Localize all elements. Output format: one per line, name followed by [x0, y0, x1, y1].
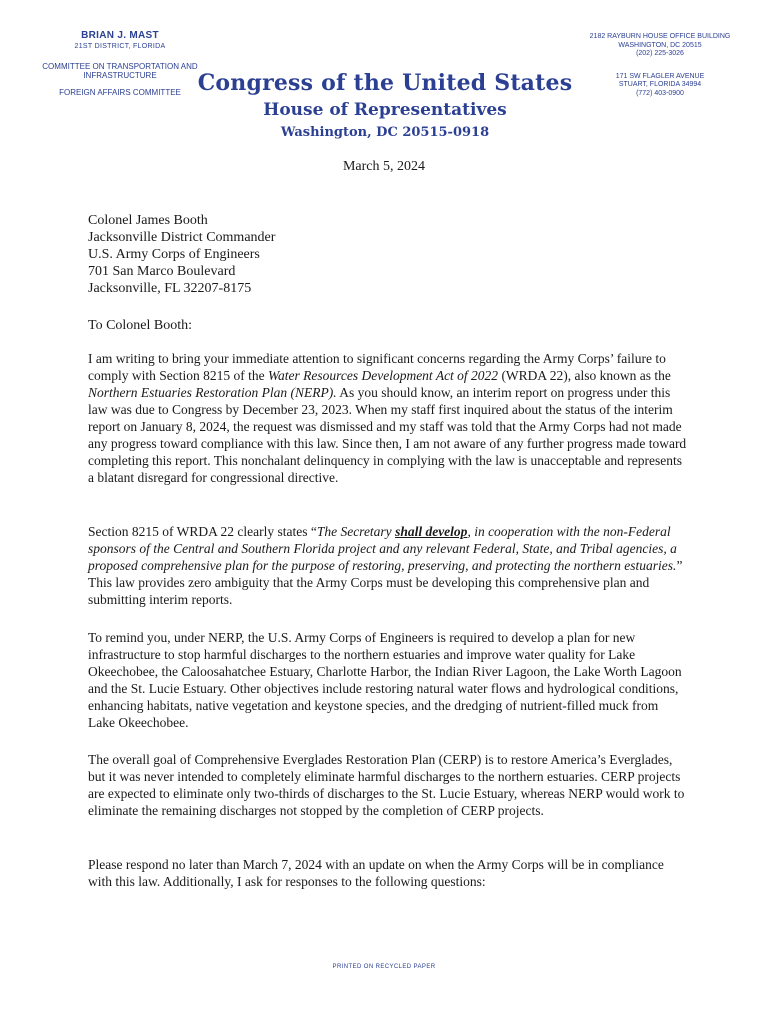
dc-office-phone: (202) 225-3026 — [636, 50, 684, 57]
committee-transportation: COMMITTEE ON TRANSPORTATION AND INFRASTRUCTURE — [42, 62, 198, 80]
p1-act-name: Water Resources Development Act of 2022 — [267, 368, 499, 383]
p2-quote-rest: , in cooperation with the non-Federal sponsors of the Central and Southern Florida project and any relevant Federal, State, and Tribal agencies, a proposed comprehensive plan for the purpose of restoring, preserving, and protecting the northern estuaries. — [88, 524, 677, 573]
paragraph-2 — [88, 523, 688, 608]
p2-text-e: ” This law provides zero ambiguity that the Army Corps must be developing this comprehensive plan and submitting interim reports. — [88, 558, 683, 607]
recycled-paper-footer: PRINTED ON RECYCLED PAPER — [332, 964, 436, 970]
house-subtitle: House of Representatives — [263, 100, 507, 120]
congress-title: Congress of the United States — [197, 70, 573, 96]
letterhead-title-block — [180, 70, 590, 140]
p1-plan-name: Northern Estuaries Restoration Plan (NERP). — [88, 385, 337, 400]
p5-text: Please respond no later than March 7, 2024 with an update on when the Army Corps will be in compliance with this law. Additionally, I ask for responses to the following questions: — [88, 857, 664, 889]
member-district: 21ST DISTRICT, FLORIDA — [74, 43, 166, 50]
recipient-title: Jacksonville District Commander — [88, 230, 276, 245]
committee-foreign-affairs: FOREIGN AFFAIRS COMMITTEE — [59, 88, 181, 97]
paragraph-3 — [88, 629, 688, 731]
district-office-line1: 171 SW FLAGLER AVENUE — [615, 72, 705, 80]
p3-text: To remind you, under NERP, the U.S. Army Corps of Engineers is required to develop a plan for new infrastructure to stop harmful discharges to the northern estuaries and improve water quality for Lake Okeechobee, the Caloosahatchee Estuary, Charlotte Harbor, the Indian River Lagoon, the Lake Worth Lagoon and the St. Lucie Estuary. Other objectives include restoring natural water flows and hydrological conditions, enhancing habitats, native vegetation and keystone species, and the dredging of nutrient-filled muck from Lake Okeechobee. — [88, 630, 682, 730]
p2-quote-start: The Secretary — [316, 524, 396, 539]
district-office — [585, 73, 735, 99]
recipient-street: 701 San Marco Boulevard — [88, 264, 236, 279]
recipient-org: U.S. Army Corps of Engineers — [88, 247, 260, 262]
paragraph-4 — [88, 751, 688, 819]
dc-office-line2: WASHINGTON, DC 20515 — [618, 41, 702, 49]
district-office-line2: STUART, FLORIDA 34994 — [618, 81, 702, 88]
district-office-phone: (772) 403-0900 — [636, 89, 684, 97]
salutation: To Colonel Booth: — [88, 318, 193, 333]
letterhead-city: Washington, DC 20515-0918 — [280, 125, 490, 140]
p2-shall-develop: shall develop — [395, 524, 468, 539]
dc-office — [585, 33, 735, 59]
paragraph-1 — [88, 350, 688, 486]
recipient-city: Jacksonville, FL 32207-8175 — [88, 281, 252, 296]
p1-text-a: I am writing to bring your immediate attention to significant concerns regarding the Army Corps’ failure to comply with Section 8215 of the — [88, 351, 666, 383]
letter-date: March 5, 2024 — [342, 159, 426, 174]
member-info — [40, 30, 200, 97]
recipient-address — [88, 212, 275, 297]
p4-text: The overall goal of Comprehensive Everglades Restoration Plan (CERP) is to restore America’s Everglades, but it was never intended to completely eliminate harmful discharges to the northern estuaries. CERP projects are expected to eliminate only two-thirds of discharges to the St. Lucie Estuary, whereas NERP would work to eliminate the remaining discharges not stopped by the completion of CERP projects. — [88, 752, 685, 818]
office-addresses — [585, 33, 735, 98]
p1-text-c: (WRDA 22), also known as the — [498, 368, 671, 383]
p2-text-a: Section 8215 of WRDA 22 clearly states “ — [88, 524, 317, 539]
member-name: BRIAN J. MAST — [81, 30, 159, 41]
paragraph-5 — [88, 856, 688, 890]
p1-text-e: As you should know, an interim report on progress under this law was due to Congress by December 23, 2023. When my staff first inquired about the status of the interim report on January 8, 2024, the request was dismissed and my staff was told that the Army Corps had not made any progress toward compliance with this law. Since then, I am not aware of any further progress made toward completing this report. This nonchalant delinquency in complying with the law is unacceptable and represents a blatant disregard for congressional directive. — [88, 385, 687, 485]
recipient-name: Colonel James Booth — [88, 213, 208, 228]
dc-office-line1: 2182 RAYBURN HOUSE OFFICE BUILDING — [589, 33, 731, 40]
